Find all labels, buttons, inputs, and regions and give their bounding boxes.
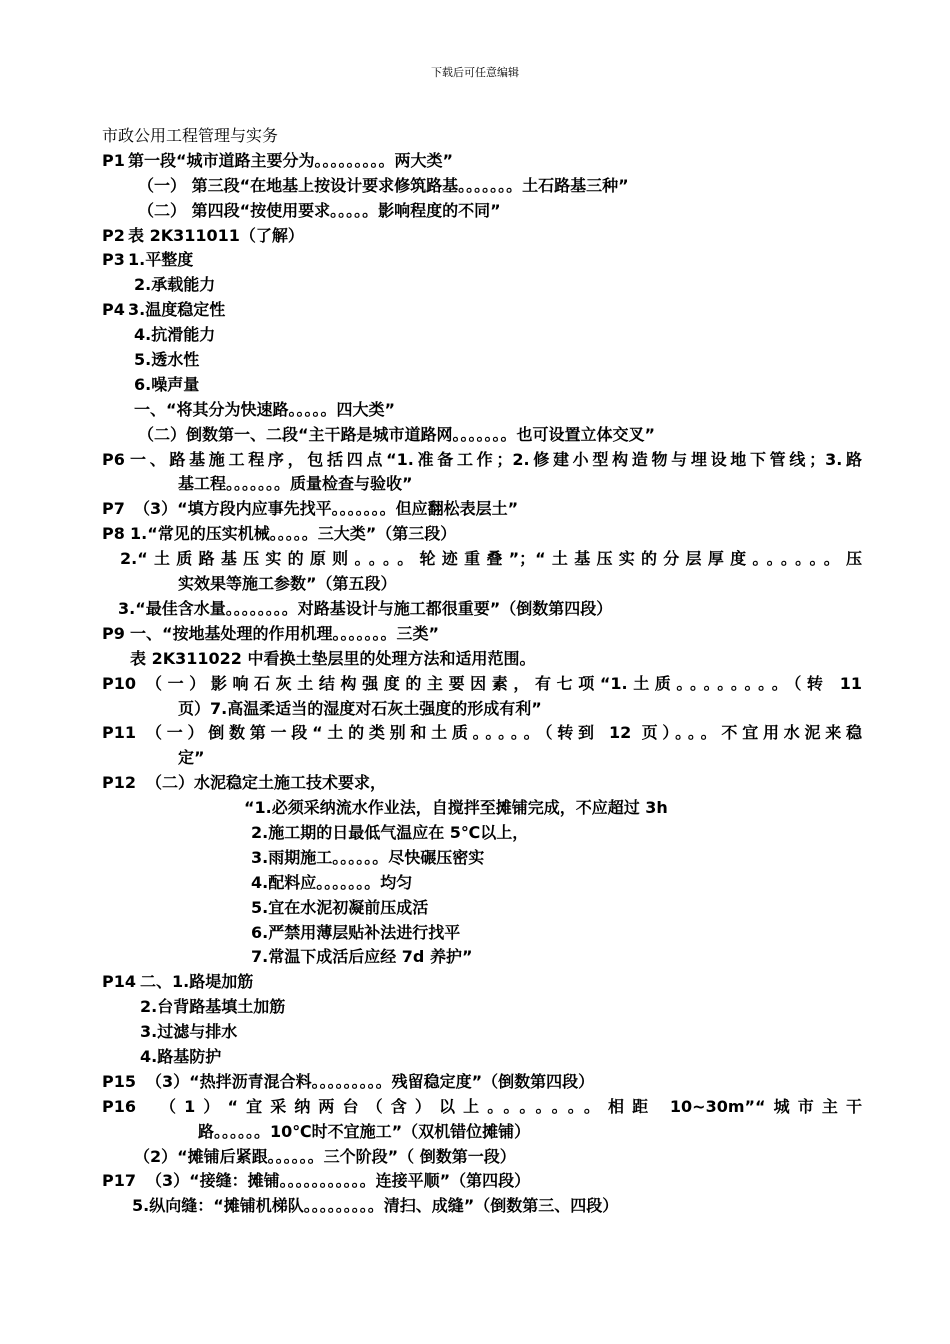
line-text-continued: 基工程。。。。。。。质量检查与验收”: [178, 474, 413, 494]
line-p4b: [0, 323, 950, 348]
list-item: [0, 945, 950, 970]
line-p17: [0, 1169, 950, 1194]
doc-title: 市政公用工程管理与实务: [102, 126, 279, 145]
line-p4c: [0, 348, 950, 373]
line-p4: [0, 298, 950, 323]
line-p4d: [0, 373, 950, 398]
line-text: 1.平整度: [128, 250, 194, 270]
line-text: （3）“接缝：摊铺。。。。。。。。。。。连接平顺”（第四段）: [146, 1171, 531, 1191]
line-text: 6.噪声量: [134, 374, 200, 394]
line-text: 2.施工期的日最低气温应在 5℃以上，: [251, 823, 529, 842]
list-item: [0, 796, 950, 821]
line-text: “1.必须采纳流水作业法，自搅拌至摊铺完成，不应超过 3h: [244, 798, 668, 818]
page-ref: P7: [102, 499, 125, 519]
line-p4f: [0, 423, 950, 448]
line-text-continued: 页）7.高温柔适当的湿度对石灰土强度的形成有利”: [178, 698, 542, 718]
line-p3b: [0, 273, 950, 298]
line-text: 一、“将其分为快速路。。。。。四大类”: [134, 399, 396, 419]
page-ref: P4: [102, 300, 125, 320]
page-ref: P9: [102, 623, 125, 643]
page-ref: P12: [102, 773, 136, 793]
line-p14: [0, 970, 950, 995]
line-text: （一）影响石灰土结构强度的主要因素，有七项“1.土质。。。。。。。。（转 11: [146, 673, 862, 693]
page-ref: P1: [102, 150, 125, 170]
line-text: 2.台背路基填土加筋: [140, 997, 286, 1017]
line-p8c: [0, 597, 950, 622]
line-p8: [0, 522, 950, 547]
line-text: 第一段“城市道路主要分为。。。。。。。。。两大类”: [128, 150, 454, 170]
line-text: 表 2K311022 中看换土垫层里的处理方法和适用范围。: [130, 648, 536, 668]
list-item: [0, 896, 950, 921]
line-p17b: [0, 1194, 950, 1219]
line-text: 2.承载能力: [134, 275, 216, 295]
line-text: 4.抗滑能力: [134, 325, 216, 345]
line-text-continued: 实效果等施工参数”（第五段）: [178, 574, 397, 594]
line-text: （1）“宜采纳两台（含）以上。。。。。。。相距 10~30m”“城市主干: [160, 1096, 862, 1116]
line-text: 一、路基施工程序，包括四点“1.准备工作；2.修建小型构造物与埋设地下管线；3.路: [130, 449, 862, 469]
line-p15: [0, 1070, 950, 1095]
line-p9: [0, 622, 950, 647]
page-ref: P15: [102, 1071, 136, 1091]
line-text: 表 2K311011（了解）: [128, 225, 304, 245]
line-p1: [0, 149, 950, 174]
page-ref: P17: [102, 1171, 136, 1191]
line-text: （3）“热拌沥青混合料。。。。。。。。。残留稳定度”（倒数第四段）: [146, 1071, 595, 1091]
line-text: （二） 第四段“按使用要求。。。。。影响程度的不同”: [138, 200, 501, 220]
page-ref: P2: [102, 225, 125, 245]
page-ref: P16: [102, 1096, 136, 1116]
line-text: （一） 第三段“在地基上按设计要求修筑路基。。。。。。。土石路基三种”: [138, 175, 629, 195]
line-text: 2.“土质路基压实的原则。。。。轮迹重叠”；“土基压实的分层厚度。。。。。。压: [120, 549, 862, 569]
page-ref: P11: [102, 723, 136, 743]
line-p2: [0, 224, 950, 249]
page-ref: P6: [102, 449, 125, 469]
page-ref: P8: [102, 524, 125, 544]
list-item: [0, 821, 950, 846]
doc-title-line: [0, 124, 950, 149]
line-text: 3.过滤与排水: [140, 1022, 238, 1042]
page-header: 下载后可任意编辑: [431, 66, 519, 79]
page-ref: P10: [102, 673, 136, 693]
line-text: （一）倒数第一段“土的类别和土质。。。。。（转到 12 页）。。。不宜用水泥来稳: [146, 723, 862, 743]
line-p11: [0, 721, 950, 771]
line-p7: [0, 497, 950, 522]
line-text: 5.宜在水泥初凝前压成活: [251, 897, 429, 917]
line-text: 7.常温下成活后应经 7d 养护”: [251, 947, 473, 967]
line-text: （二）水泥稳定土施工技术要求，: [146, 773, 387, 793]
list-item: [0, 846, 950, 871]
line-p6: [0, 448, 950, 498]
line-p1b: [0, 199, 950, 224]
line-text: 3.雨期施工。。。。。。尽快碾压密实: [251, 847, 485, 867]
line-p3: [0, 248, 950, 273]
line-p4e: [0, 398, 950, 423]
line-text-continued: 定”: [178, 748, 205, 768]
line-text: （二）倒数第一、二段“主干路是城市道路网。。。。。。。也可设置立体交叉”: [138, 424, 656, 444]
line-text: 3.温度稳定性: [128, 300, 226, 320]
line-p16b: [0, 1145, 950, 1170]
line-text-continued: 路。。。。。。10℃时不宜施工”（双机错位摊铺）: [198, 1121, 531, 1141]
page-ref: P14: [102, 972, 136, 992]
line-text: 二、1.路堤加筋: [140, 972, 254, 992]
line-text: 4.路基防护: [140, 1047, 222, 1067]
line-text: （3）“填方段内应事先找平。。。。。。。但应翻松表层土”: [134, 499, 519, 519]
line-p16: [0, 1095, 950, 1145]
line-text: 一、“按地基处理的作用机理。。。。。。。三类”: [130, 623, 440, 643]
line-text: 3.“最佳含水量。。。。。。。。对路基设计与施工都很重要”（倒数第四段）: [118, 598, 613, 618]
line-text: 5.透水性: [134, 350, 200, 370]
list-item: [0, 871, 950, 896]
list-item: [0, 1020, 950, 1045]
list-item: [0, 995, 950, 1020]
line-p12: [0, 771, 950, 796]
line-text: 1.“常见的压实机械。。。。。三大类”（第三段）: [130, 524, 457, 544]
line-text: 6.严禁用薄层贴补法进行找平: [251, 922, 461, 942]
line-p10: [0, 672, 950, 722]
line-p8b: [0, 547, 950, 597]
line-p1a: [0, 174, 950, 199]
line-p9b: [0, 647, 950, 672]
page-ref: P3: [102, 250, 125, 270]
list-item: [0, 1045, 950, 1070]
document-body: [0, 124, 950, 1219]
list-item: [0, 921, 950, 946]
line-text: 4.配料应。。。。。。。均匀: [251, 872, 413, 892]
line-text: （2）“摊铺后紧跟。。。。。。三个阶段”（ 倒数第一段）: [134, 1146, 516, 1166]
line-text: 5.纵向缝：“摊铺机梯队。。。。。。。。。清扫、成缝”（倒数第三、四段）: [132, 1196, 619, 1216]
